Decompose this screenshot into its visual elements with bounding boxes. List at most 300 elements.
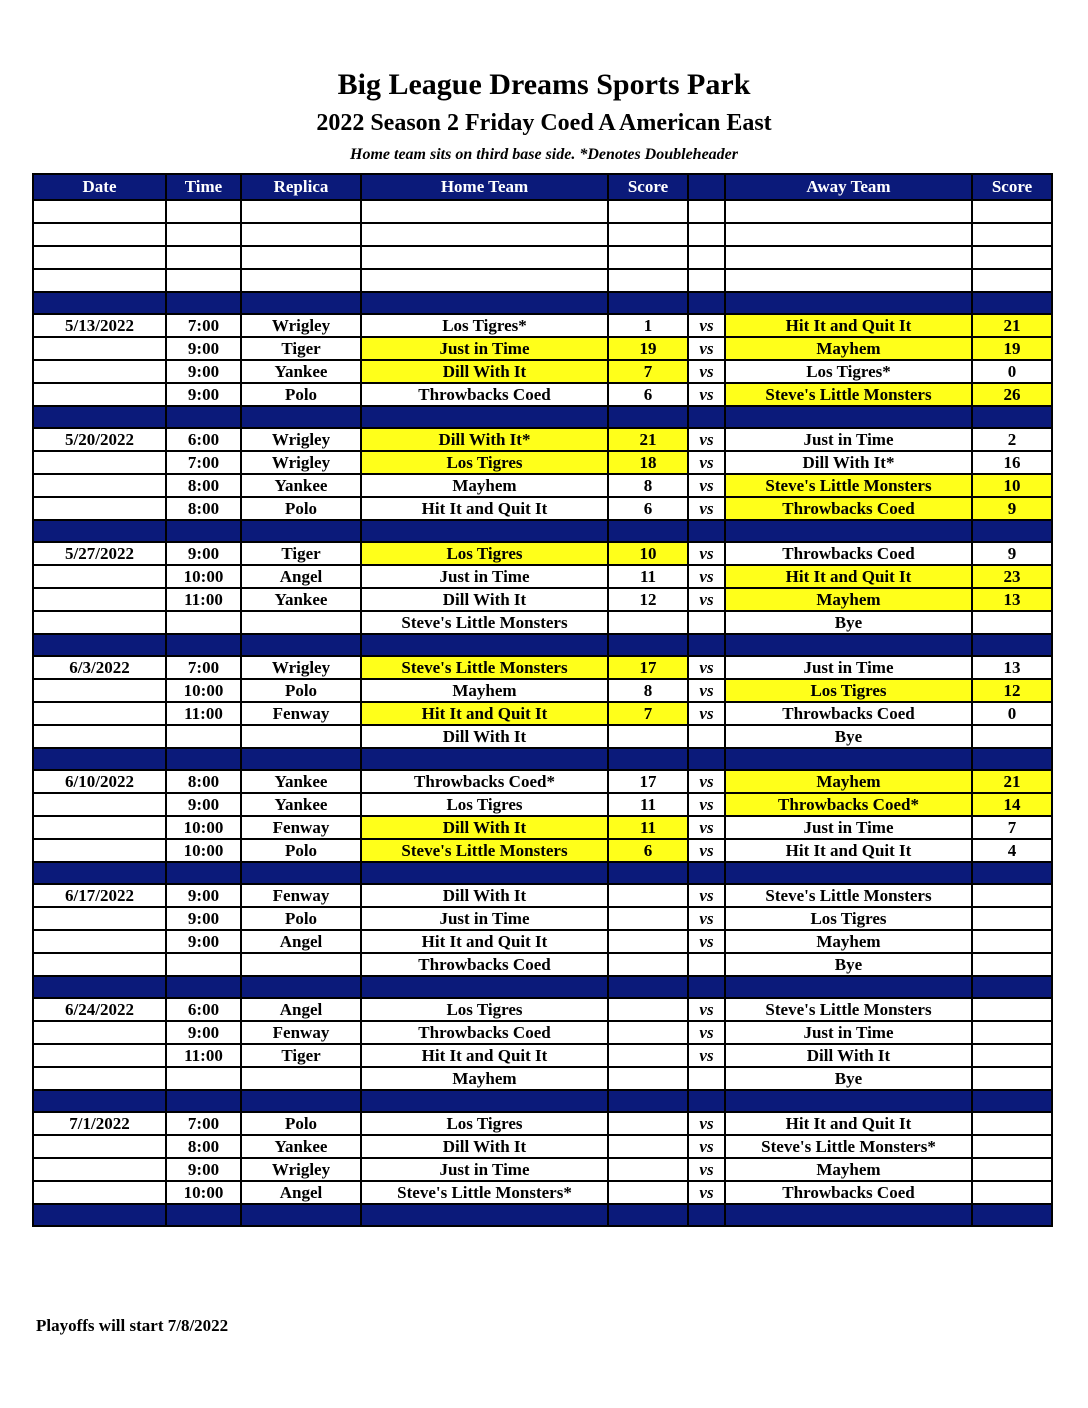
time-cell: 7:00 — [166, 451, 241, 474]
separator-cell — [361, 292, 608, 314]
vs-cell — [688, 953, 725, 976]
separator-cell — [972, 520, 1052, 542]
away-team-cell: Hit It and Quit It — [725, 1112, 972, 1135]
replica-cell — [241, 953, 361, 976]
replica-cell: Wrigley — [241, 314, 361, 337]
blank-cell — [688, 246, 725, 269]
separator-cell — [725, 862, 972, 884]
separator-cell — [33, 748, 166, 770]
away-score-cell — [972, 907, 1052, 930]
home-team-cell: Los Tigres — [361, 542, 608, 565]
home-team-cell: Mayhem — [361, 679, 608, 702]
replica-cell: Polo — [241, 907, 361, 930]
away-team-cell: Throwbacks Coed* — [725, 793, 972, 816]
col-away-team: Away Team — [725, 174, 972, 200]
blank-cell — [608, 200, 688, 223]
game-row — [33, 702, 1052, 725]
away-team-cell: Steve's Little Monsters — [725, 998, 972, 1021]
away-team-cell: Just in Time — [725, 816, 972, 839]
away-score-cell: 13 — [972, 588, 1052, 611]
home-team-cell: Just in Time — [361, 337, 608, 360]
separator-cell — [608, 976, 688, 998]
separator-cell — [33, 1204, 166, 1226]
blank-cell — [33, 269, 166, 292]
home-score-cell: 6 — [608, 497, 688, 520]
away-team-cell: Mayhem — [725, 1158, 972, 1181]
away-score-cell — [972, 884, 1052, 907]
col-date: Date — [33, 174, 166, 200]
separator-cell — [241, 1204, 361, 1226]
separator-row — [33, 1090, 1052, 1112]
away-team-cell: Just in Time — [725, 656, 972, 679]
separator-cell — [972, 292, 1052, 314]
away-team-cell: Throwbacks Coed — [725, 542, 972, 565]
time-cell: 11:00 — [166, 1044, 241, 1067]
replica-cell: Wrigley — [241, 656, 361, 679]
blank-cell — [361, 246, 608, 269]
date-cell — [33, 816, 166, 839]
home-score-cell — [608, 1067, 688, 1090]
blank-row — [33, 200, 1052, 223]
blank-cell — [166, 200, 241, 223]
separator-cell — [361, 1204, 608, 1226]
vs-cell: vs — [688, 816, 725, 839]
game-row — [33, 337, 1052, 360]
date-cell — [33, 611, 166, 634]
date-cell — [33, 337, 166, 360]
away-team-cell: Mayhem — [725, 930, 972, 953]
replica-cell: Yankee — [241, 360, 361, 383]
date-cell: 5/27/2022 — [33, 542, 166, 565]
time-cell: 11:00 — [166, 588, 241, 611]
separator-cell — [725, 1204, 972, 1226]
blank-cell — [241, 200, 361, 223]
away-team-cell: Throwbacks Coed — [725, 702, 972, 725]
game-row — [33, 565, 1052, 588]
date-cell — [33, 360, 166, 383]
away-score-cell: 12 — [972, 679, 1052, 702]
separator-cell — [608, 292, 688, 314]
blank-cell — [725, 223, 972, 246]
separator-cell — [166, 976, 241, 998]
time-cell: 9:00 — [166, 542, 241, 565]
blank-cell — [972, 200, 1052, 223]
separator-row — [33, 634, 1052, 656]
game-row — [33, 611, 1052, 634]
game-row — [33, 1135, 1052, 1158]
home-score-cell: 6 — [608, 383, 688, 406]
replica-cell: Angel — [241, 930, 361, 953]
separator-cell — [33, 520, 166, 542]
away-score-cell: 14 — [972, 793, 1052, 816]
time-cell: 6:00 — [166, 428, 241, 451]
vs-cell: vs — [688, 497, 725, 520]
game-row — [33, 1112, 1052, 1135]
home-team-cell: Hit It and Quit It — [361, 1044, 608, 1067]
away-score-cell: 26 — [972, 383, 1052, 406]
away-score-cell — [972, 1067, 1052, 1090]
col-home-score: Score — [608, 174, 688, 200]
away-team-cell: Bye — [725, 953, 972, 976]
col-replica: Replica — [241, 174, 361, 200]
game-row — [33, 1158, 1052, 1181]
replica-cell: Polo — [241, 383, 361, 406]
home-team-cell: Dill With It — [361, 725, 608, 748]
home-team-cell: Los Tigres — [361, 998, 608, 1021]
time-cell: 7:00 — [166, 314, 241, 337]
game-row — [33, 383, 1052, 406]
home-team-cell: Los Tigres — [361, 1112, 608, 1135]
time-cell: 10:00 — [166, 816, 241, 839]
date-cell — [33, 1181, 166, 1204]
home-team-cell: Los Tigres — [361, 451, 608, 474]
vs-cell: vs — [688, 679, 725, 702]
vs-cell: vs — [688, 1135, 725, 1158]
time-cell — [166, 725, 241, 748]
time-cell: 9:00 — [166, 1021, 241, 1044]
away-score-cell: 9 — [972, 497, 1052, 520]
home-score-cell — [608, 1044, 688, 1067]
away-team-cell: Just in Time — [725, 428, 972, 451]
separator-cell — [361, 748, 608, 770]
away-score-cell: 19 — [972, 337, 1052, 360]
vs-cell — [688, 1067, 725, 1090]
game-row — [33, 588, 1052, 611]
separator-cell — [33, 406, 166, 428]
date-cell: 6/3/2022 — [33, 656, 166, 679]
away-team-cell: Los Tigres — [725, 679, 972, 702]
separator-cell — [972, 1204, 1052, 1226]
separator-cell — [241, 976, 361, 998]
away-score-cell: 7 — [972, 816, 1052, 839]
home-team-cell: Steve's Little Monsters — [361, 656, 608, 679]
blank-cell — [241, 223, 361, 246]
separator-cell — [166, 292, 241, 314]
time-cell: 7:00 — [166, 656, 241, 679]
header-row — [33, 174, 1052, 200]
time-cell: 8:00 — [166, 474, 241, 497]
time-cell — [166, 611, 241, 634]
time-cell: 9:00 — [166, 930, 241, 953]
home-team-cell: Hit It and Quit It — [361, 930, 608, 953]
away-score-cell — [972, 1112, 1052, 1135]
away-team-cell: Steve's Little Monsters — [725, 383, 972, 406]
home-score-cell: 18 — [608, 451, 688, 474]
home-score-cell: 1 — [608, 314, 688, 337]
vs-cell: vs — [688, 542, 725, 565]
date-cell — [33, 839, 166, 862]
time-cell: 9:00 — [166, 1158, 241, 1181]
separator-cell — [608, 1090, 688, 1112]
game-row — [33, 1044, 1052, 1067]
home-score-cell — [608, 1181, 688, 1204]
separator-cell — [972, 406, 1052, 428]
page-title: Big League Dreams Sports Park — [337, 68, 751, 101]
home-score-cell — [608, 930, 688, 953]
separator-cell — [688, 292, 725, 314]
replica-cell: Fenway — [241, 816, 361, 839]
replica-cell: Wrigley — [241, 451, 361, 474]
vs-cell: vs — [688, 907, 725, 930]
away-team-cell: Throwbacks Coed — [725, 1181, 972, 1204]
vs-cell: vs — [688, 998, 725, 1021]
away-score-cell — [972, 998, 1052, 1021]
vs-cell: vs — [688, 839, 725, 862]
date-cell — [33, 451, 166, 474]
away-team-cell: Just in Time — [725, 1021, 972, 1044]
replica-cell: Angel — [241, 565, 361, 588]
home-score-cell: 19 — [608, 337, 688, 360]
separator-cell — [608, 748, 688, 770]
blank-cell — [33, 200, 166, 223]
away-score-cell: 16 — [972, 451, 1052, 474]
home-score-cell: 8 — [608, 679, 688, 702]
home-team-cell: Dill With It — [361, 360, 608, 383]
home-team-cell: Dill With It — [361, 884, 608, 907]
separator-cell — [688, 520, 725, 542]
replica-cell: Fenway — [241, 702, 361, 725]
blank-cell — [725, 200, 972, 223]
away-score-cell: 4 — [972, 839, 1052, 862]
replica-cell: Yankee — [241, 1135, 361, 1158]
time-cell: 9:00 — [166, 383, 241, 406]
separator-cell — [972, 748, 1052, 770]
date-cell: 7/1/2022 — [33, 1112, 166, 1135]
replica-cell: Yankee — [241, 770, 361, 793]
blank-cell — [608, 246, 688, 269]
home-score-cell: 7 — [608, 360, 688, 383]
away-team-cell: Los Tigres — [725, 907, 972, 930]
game-row — [33, 656, 1052, 679]
away-score-cell — [972, 1158, 1052, 1181]
blank-cell — [688, 223, 725, 246]
time-cell: 8:00 — [166, 497, 241, 520]
home-score-cell: 12 — [608, 588, 688, 611]
vs-cell — [688, 725, 725, 748]
separator-cell — [33, 634, 166, 656]
separator-cell — [241, 862, 361, 884]
replica-cell: Fenway — [241, 1021, 361, 1044]
separator-cell — [725, 520, 972, 542]
away-team-cell: Mayhem — [725, 588, 972, 611]
home-score-cell — [608, 725, 688, 748]
vs-cell: vs — [688, 383, 725, 406]
replica-cell: Yankee — [241, 474, 361, 497]
home-team-cell: Hit It and Quit It — [361, 702, 608, 725]
away-score-cell: 0 — [972, 702, 1052, 725]
separator-cell — [972, 1090, 1052, 1112]
blank-cell — [688, 200, 725, 223]
separator-cell — [688, 1204, 725, 1226]
home-score-cell — [608, 611, 688, 634]
separator-cell — [608, 520, 688, 542]
blank-cell — [166, 269, 241, 292]
separator-cell — [241, 1090, 361, 1112]
vs-cell: vs — [688, 1021, 725, 1044]
date-cell — [33, 588, 166, 611]
date-cell — [33, 474, 166, 497]
separator-cell — [688, 406, 725, 428]
away-score-cell: 9 — [972, 542, 1052, 565]
game-row — [33, 884, 1052, 907]
replica-cell: Angel — [241, 1181, 361, 1204]
home-team-cell: Mayhem — [361, 474, 608, 497]
separator-row — [33, 976, 1052, 998]
date-cell: 6/10/2022 — [33, 770, 166, 793]
replica-cell — [241, 611, 361, 634]
blank-cell — [725, 246, 972, 269]
col-away-score: Score — [972, 174, 1052, 200]
vs-cell: vs — [688, 428, 725, 451]
date-cell: 6/17/2022 — [33, 884, 166, 907]
separator-cell — [688, 1090, 725, 1112]
time-cell: 8:00 — [166, 770, 241, 793]
replica-cell — [241, 725, 361, 748]
vs-cell: vs — [688, 1112, 725, 1135]
time-cell: 10:00 — [166, 679, 241, 702]
home-score-cell: 6 — [608, 839, 688, 862]
col-time: Time — [166, 174, 241, 200]
away-score-cell: 23 — [972, 565, 1052, 588]
away-score-cell: 2 — [972, 428, 1052, 451]
separator-row — [33, 862, 1052, 884]
replica-cell: Polo — [241, 679, 361, 702]
time-cell: 11:00 — [166, 702, 241, 725]
replica-cell: Tiger — [241, 542, 361, 565]
separator-cell — [166, 1090, 241, 1112]
away-team-cell: Bye — [725, 611, 972, 634]
away-score-cell — [972, 725, 1052, 748]
separator-cell — [361, 520, 608, 542]
game-row — [33, 839, 1052, 862]
date-cell — [33, 1021, 166, 1044]
separator-row — [33, 520, 1052, 542]
time-cell: 9:00 — [166, 793, 241, 816]
separator-cell — [608, 634, 688, 656]
blank-cell — [166, 246, 241, 269]
vs-cell: vs — [688, 770, 725, 793]
separator-cell — [608, 406, 688, 428]
game-row — [33, 360, 1052, 383]
separator-cell — [688, 862, 725, 884]
home-score-cell: 17 — [608, 770, 688, 793]
away-score-cell: 21 — [972, 314, 1052, 337]
home-team-cell: Throwbacks Coed* — [361, 770, 608, 793]
replica-cell: Fenway — [241, 884, 361, 907]
home-team-cell: Throwbacks Coed — [361, 383, 608, 406]
separator-cell — [361, 862, 608, 884]
blank-cell — [608, 223, 688, 246]
time-cell — [166, 953, 241, 976]
date-cell — [33, 1135, 166, 1158]
home-score-cell: 17 — [608, 656, 688, 679]
home-team-cell: Just in Time — [361, 565, 608, 588]
separator-cell — [166, 520, 241, 542]
blank-row — [33, 246, 1052, 269]
date-cell — [33, 565, 166, 588]
away-team-cell: Hit It and Quit It — [725, 565, 972, 588]
away-team-cell: Mayhem — [725, 337, 972, 360]
replica-cell: Polo — [241, 839, 361, 862]
home-score-cell: 7 — [608, 702, 688, 725]
away-score-cell — [972, 1044, 1052, 1067]
away-team-cell: Dill With It* — [725, 451, 972, 474]
away-team-cell: Dill With It — [725, 1044, 972, 1067]
date-cell — [33, 702, 166, 725]
vs-cell: vs — [688, 884, 725, 907]
game-row — [33, 725, 1052, 748]
away-team-cell: Bye — [725, 725, 972, 748]
separator-cell — [608, 862, 688, 884]
away-score-cell — [972, 930, 1052, 953]
separator-cell — [166, 634, 241, 656]
separator-cell — [972, 976, 1052, 998]
blank-cell — [241, 269, 361, 292]
separator-cell — [33, 1090, 166, 1112]
vs-cell: vs — [688, 474, 725, 497]
time-cell: 9:00 — [166, 907, 241, 930]
date-cell — [33, 1158, 166, 1181]
vs-cell: vs — [688, 1181, 725, 1204]
home-team-cell: Throwbacks Coed — [361, 1021, 608, 1044]
home-score-cell — [608, 998, 688, 1021]
time-cell: 8:00 — [166, 1135, 241, 1158]
separator-cell — [688, 748, 725, 770]
away-team-cell: Throwbacks Coed — [725, 497, 972, 520]
time-cell — [166, 1067, 241, 1090]
blank-cell — [361, 269, 608, 292]
separator-cell — [33, 292, 166, 314]
game-row — [33, 953, 1052, 976]
away-team-cell: Los Tigres* — [725, 360, 972, 383]
vs-cell: vs — [688, 588, 725, 611]
game-row — [33, 679, 1052, 702]
separator-cell — [166, 406, 241, 428]
game-row — [33, 1181, 1052, 1204]
away-score-cell — [972, 1181, 1052, 1204]
separator-row — [33, 406, 1052, 428]
time-cell: 9:00 — [166, 884, 241, 907]
separator-row — [33, 292, 1052, 314]
home-score-cell — [608, 907, 688, 930]
time-cell: 9:00 — [166, 360, 241, 383]
game-row — [33, 451, 1052, 474]
blank-cell — [361, 200, 608, 223]
time-cell: 10:00 — [166, 1181, 241, 1204]
blank-cell — [972, 246, 1052, 269]
home-team-cell: Hit It and Quit It — [361, 497, 608, 520]
replica-cell: Tiger — [241, 1044, 361, 1067]
replica-cell: Wrigley — [241, 428, 361, 451]
date-cell — [33, 497, 166, 520]
home-team-cell: Steve's Little Monsters — [361, 839, 608, 862]
game-row — [33, 428, 1052, 451]
separator-cell — [725, 1090, 972, 1112]
page-subtitle: 2022 Season 2 Friday Coed A American East — [316, 110, 772, 136]
game-row — [33, 793, 1052, 816]
separator-cell — [241, 634, 361, 656]
date-cell — [33, 383, 166, 406]
blank-cell — [166, 223, 241, 246]
date-cell — [33, 679, 166, 702]
replica-cell: Angel — [241, 998, 361, 1021]
separator-cell — [688, 976, 725, 998]
vs-cell: vs — [688, 1044, 725, 1067]
blank-cell — [241, 246, 361, 269]
home-score-cell: 10 — [608, 542, 688, 565]
game-row — [33, 907, 1052, 930]
schedule-note: Home team sits on third base side. *Denotes Doubleheader — [350, 146, 738, 163]
